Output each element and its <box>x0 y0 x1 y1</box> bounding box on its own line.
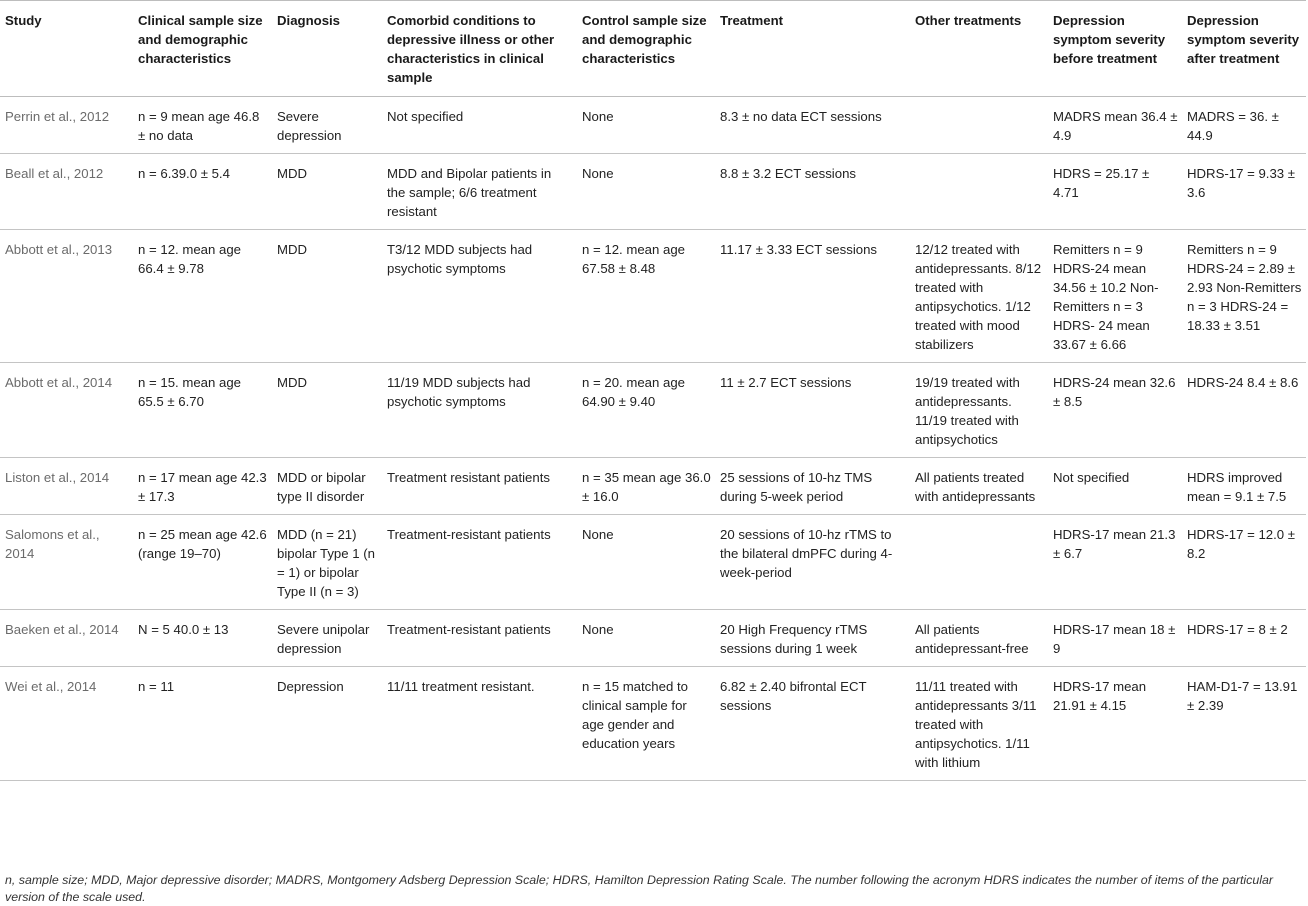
cell-control-sample: None <box>577 154 715 230</box>
cell-diagnosis: Severe unipolar depression <box>272 610 382 667</box>
cell-comorbid: Treatment-resistant patients <box>382 610 577 667</box>
cell-study: Perrin et al., 2012 <box>0 97 133 154</box>
cell-clinical-sample: N = 5 40.0 ± 13 <box>133 610 272 667</box>
cell-severity-after: HDRS-24 8.4 ± 8.6 <box>1182 363 1306 458</box>
cell-comorbid: 11/19 MDD subjects had psychotic symptoms <box>382 363 577 458</box>
cell-clinical-sample: n = 12. mean age 66.4 ± 9.78 <box>133 230 272 363</box>
cell-treatment: 20 sessions of 10-hz rTMS to the bilateral dmPFC during 4-week-period <box>715 515 910 610</box>
cell-treatment: 11.17 ± 3.33 ECT sessions <box>715 230 910 363</box>
col-header-severity-after: Depression symptom severity after treatment <box>1182 1 1306 97</box>
cell-other-treatments <box>910 154 1048 230</box>
cell-severity-before: HDRS-17 mean 21.91 ± 4.15 <box>1048 667 1182 781</box>
cell-treatment: 25 sessions of 10-hz TMS during 5-week period <box>715 458 910 515</box>
table-row <box>0 515 1306 610</box>
col-header-treatment: Treatment <box>715 1 910 97</box>
cell-comorbid: MDD and Bipolar patients in the sample; 6/6 treatment resistant <box>382 154 577 230</box>
cell-control-sample: None <box>577 610 715 667</box>
cell-study: Baeken et al., 2014 <box>0 610 133 667</box>
col-header-control-sample: Control sample size and demographic characteristics <box>577 1 715 97</box>
cell-severity-before: Remitters n = 9 HDRS-24 mean 34.56 ± 10.2 Non-Remitters n = 3 HDRS- 24 mean 33.67 ± 6.66 <box>1048 230 1182 363</box>
cell-diagnosis: MDD <box>272 363 382 458</box>
cell-control-sample: n = 15 matched to clinical sample for age gender and education years <box>577 667 715 781</box>
cell-severity-after: Remitters n = 9 HDRS-24 = 2.89 ± 2.93 Non-Remitters n = 3 HDRS-24 = 18.33 ± 3.51 <box>1182 230 1306 363</box>
cell-severity-after: HDRS-17 = 9.33 ± 3.6 <box>1182 154 1306 230</box>
cell-other-treatments <box>910 97 1048 154</box>
cell-study: Beall et al., 2012 <box>0 154 133 230</box>
col-header-diagnosis: Diagnosis <box>272 1 382 97</box>
cell-comorbid: Treatment resistant patients <box>382 458 577 515</box>
cell-diagnosis: MDD <box>272 154 382 230</box>
cell-study: Wei et al., 2014 <box>0 667 133 781</box>
table-row <box>0 97 1306 154</box>
col-header-other-treatments: Other treatments <box>910 1 1048 97</box>
cell-severity-before: HDRS-17 mean 18 ± 9 <box>1048 610 1182 667</box>
cell-comorbid: 11/11 treatment resistant. <box>382 667 577 781</box>
cell-study: Salomons et al., 2014 <box>0 515 133 610</box>
cell-severity-after: HDRS improved mean = 9.1 ± 7.5 <box>1182 458 1306 515</box>
cell-other-treatments: 12/12 treated with antidepressants. 8/12 treated with antipsychotics. 1/12 treated with mood stabilizers <box>910 230 1048 363</box>
cell-severity-before: HDRS = 25.17 ± 4.71 <box>1048 154 1182 230</box>
cell-treatment: 11 ± 2.7 ECT sessions <box>715 363 910 458</box>
cell-other-treatments: All patients treated with antidepressants <box>910 458 1048 515</box>
cell-diagnosis: MDD <box>272 230 382 363</box>
cell-diagnosis: Severe depression <box>272 97 382 154</box>
cell-control-sample: n = 35 mean age 36.0 ± 16.0 <box>577 458 715 515</box>
cell-comorbid: Treatment-resistant patients <box>382 515 577 610</box>
table-row <box>0 230 1306 363</box>
cell-other-treatments: 19/19 treated with antidepressants. 11/19 treated with antipsychotics <box>910 363 1048 458</box>
col-header-comorbid: Comorbid conditions to depressive illness or other characteristics in clinical sample <box>382 1 577 97</box>
cell-control-sample: None <box>577 515 715 610</box>
cell-treatment: 6.82 ± 2.40 bifrontal ECT sessions <box>715 667 910 781</box>
cell-study: Abbott et al., 2014 <box>0 363 133 458</box>
col-header-study: Study <box>0 1 133 97</box>
table-row <box>0 458 1306 515</box>
table-row <box>0 363 1306 458</box>
cell-diagnosis: Depression <box>272 667 382 781</box>
cell-comorbid: Not specified <box>382 97 577 154</box>
cell-severity-after: HDRS-17 = 12.0 ± 8.2 <box>1182 515 1306 610</box>
cell-other-treatments <box>910 515 1048 610</box>
table-body <box>0 97 1306 781</box>
cell-severity-before: HDRS-24 mean 32.6 ± 8.5 <box>1048 363 1182 458</box>
cell-severity-after: MADRS = 36. ± 44.9 <box>1182 97 1306 154</box>
cell-severity-before: MADRS mean 36.4 ± 4.9 <box>1048 97 1182 154</box>
cell-clinical-sample: n = 15. mean age 65.5 ± 6.70 <box>133 363 272 458</box>
cell-study: Abbott et al., 2013 <box>0 230 133 363</box>
cell-clinical-sample: n = 17 mean age 42.3 ± 17.3 <box>133 458 272 515</box>
table-footnote: n, sample size; MDD, Major depressive disorder; MADRS, Montgomery Adsberg Depression Scale; HDRS, Hamilton Depression Rating Scale. The number following the acronym HDRS indicates the number of items of the particular version of the scale used. <box>5 873 1274 904</box>
cell-severity-after: HAM-D1-7 = 13.91 ± 2.39 <box>1182 667 1306 781</box>
cell-clinical-sample: n = 25 mean age 42.6 (range 19–70) <box>133 515 272 610</box>
cell-clinical-sample: n = 6.39.0 ± 5.4 <box>133 154 272 230</box>
col-header-severity-before: Depression symptom severity before treatment <box>1048 1 1182 97</box>
header-row <box>0 1 1306 97</box>
cell-diagnosis: MDD or bipolar type II disorder <box>272 458 382 515</box>
cell-control-sample: None <box>577 97 715 154</box>
cell-clinical-sample: n = 11 <box>133 667 272 781</box>
table-row <box>0 667 1306 781</box>
cell-study: Liston et al., 2014 <box>0 458 133 515</box>
cell-diagnosis: MDD (n = 21) bipolar Type 1 (n = 1) or bipolar Type II (n = 3) <box>272 515 382 610</box>
cell-treatment: 8.3 ± no data ECT sessions <box>715 97 910 154</box>
cell-comorbid: T3/12 MDD subjects had psychotic symptoms <box>382 230 577 363</box>
col-header-clinical-sample: Clinical sample size and demographic characteristics <box>133 1 272 97</box>
cell-control-sample: n = 12. mean age 67.58 ± 8.48 <box>577 230 715 363</box>
cell-treatment: 8.8 ± 3.2 ECT sessions <box>715 154 910 230</box>
cell-severity-after: HDRS-17 = 8 ± 2 <box>1182 610 1306 667</box>
cell-clinical-sample: n = 9 mean age 46.8 ± no data <box>133 97 272 154</box>
cell-other-treatments: 11/11 treated with antidepressants 3/11 treated with antipsychotics. 1/11 with lithium <box>910 667 1048 781</box>
cell-control-sample: n = 20. mean age 64.90 ± 9.40 <box>577 363 715 458</box>
cell-severity-before: HDRS-17 mean 21.3 ± 6.7 <box>1048 515 1182 610</box>
table-row <box>0 154 1306 230</box>
cell-severity-before: Not specified <box>1048 458 1182 515</box>
cell-treatment: 20 High Frequency rTMS sessions during 1 week <box>715 610 910 667</box>
cell-other-treatments: All patients antidepressant-free <box>910 610 1048 667</box>
table-row <box>0 610 1306 667</box>
